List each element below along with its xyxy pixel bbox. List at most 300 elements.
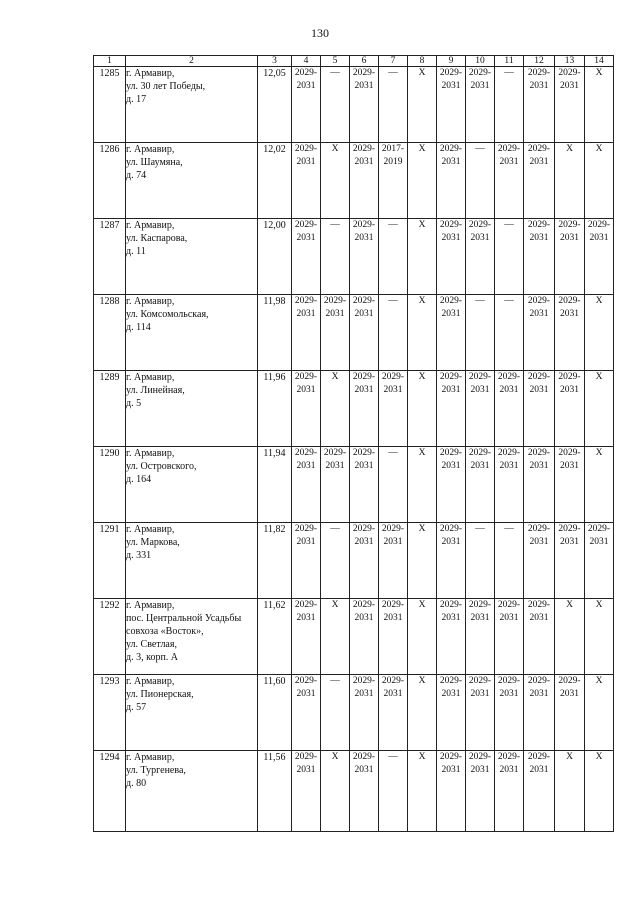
period-cell [292, 371, 321, 447]
period-line: 2029- [527, 448, 551, 458]
period-line: — [475, 524, 485, 534]
period-cell [292, 599, 321, 675]
period-cell [437, 67, 466, 143]
period-cell [350, 295, 379, 371]
period-line: 2029- [294, 676, 318, 686]
period-line: 2029- [497, 752, 521, 762]
period-cell [321, 447, 350, 523]
period-line: X [331, 144, 339, 154]
period-cell [321, 751, 350, 832]
period-line: 2029- [352, 220, 376, 230]
address-line: г. Армавир, [126, 68, 175, 79]
header-row [94, 56, 614, 67]
period-line: 2031 [296, 157, 316, 167]
period-cell [466, 143, 495, 219]
period-line: 2031 [296, 765, 316, 775]
period-line: — [388, 752, 398, 762]
address-cell [126, 219, 258, 295]
period-line: 2029- [527, 372, 551, 382]
period-cell [321, 67, 350, 143]
period-line: 2029- [439, 68, 463, 78]
period-cell [524, 67, 555, 143]
period-cell [524, 599, 555, 675]
area-cell: 11,62 [258, 599, 292, 675]
period-line: X [418, 372, 426, 382]
row-number-cell: 1292 [94, 599, 126, 675]
header-cell: 8 [408, 56, 437, 67]
table-row [94, 219, 614, 295]
period-cell [292, 675, 321, 751]
period-line: — [475, 296, 485, 306]
period-line: 2029- [497, 372, 521, 382]
period-cell [437, 371, 466, 447]
period-line: — [330, 676, 340, 686]
period-line: 2029- [352, 448, 376, 458]
period-line: X [595, 144, 603, 154]
table-row [94, 371, 614, 447]
period-cell [437, 447, 466, 523]
address-line: д. 57 [126, 702, 147, 713]
period-line: 2029- [294, 524, 318, 534]
period-line: 2029- [352, 296, 376, 306]
period-line: — [388, 220, 398, 230]
period-cell [379, 143, 408, 219]
period-line: 2031 [560, 385, 579, 395]
period-cell [350, 523, 379, 599]
header-cell: 13 [555, 56, 585, 67]
period-cell [495, 219, 524, 295]
period-line: 2031 [499, 765, 519, 775]
period-cell [495, 371, 524, 447]
period-line: 2029- [352, 676, 376, 686]
period-line: 2031 [441, 689, 461, 699]
period-cell [321, 675, 350, 751]
period-line: X [331, 752, 339, 762]
address-cell [126, 371, 258, 447]
address-line: д. 164 [126, 474, 152, 485]
period-cell [379, 751, 408, 832]
period-line: 2029- [294, 296, 318, 306]
period-line: — [475, 144, 485, 154]
period-line: X [418, 448, 426, 458]
address-line: д. 80 [126, 778, 147, 789]
period-line: 2029- [558, 372, 581, 382]
address-line: д. 11 [126, 246, 146, 257]
period-cell [408, 599, 437, 675]
area-cell: 12,00 [258, 219, 292, 295]
period-cell [495, 751, 524, 832]
period-line: — [330, 68, 340, 78]
period-line: 2031 [296, 689, 316, 699]
address-line: ул. Светлая, [126, 639, 177, 650]
period-cell [524, 371, 555, 447]
address-cell [126, 295, 258, 371]
period-line: 2029- [468, 68, 492, 78]
address-line: г. Армавир, [126, 448, 175, 459]
period-line: X [418, 676, 426, 686]
period-line: X [418, 220, 426, 230]
period-cell [466, 751, 495, 832]
area-cell: 11,56 [258, 751, 292, 832]
period-line: 2029- [439, 144, 463, 154]
period-line: 2029- [439, 220, 463, 230]
period-line: 2031 [296, 385, 316, 395]
period-line: 2029- [439, 296, 463, 306]
period-line: — [504, 220, 514, 230]
period-cell [585, 599, 614, 675]
address-line: совхоза «Восток», [126, 626, 204, 637]
period-line: 2031 [296, 309, 316, 319]
period-line: X [418, 296, 426, 306]
period-line: 2031 [354, 765, 374, 775]
period-line: X [595, 448, 603, 458]
period-cell [495, 295, 524, 371]
period-cell [350, 67, 379, 143]
area-cell: 11,82 [258, 523, 292, 599]
header-cell: 9 [437, 56, 466, 67]
period-line: 2031 [470, 461, 490, 471]
period-cell [524, 295, 555, 371]
period-line: 2029- [527, 524, 551, 534]
period-line: X [566, 752, 573, 762]
address-line: д. 5 [126, 398, 142, 409]
period-cell [524, 523, 555, 599]
period-line: 2029- [323, 296, 347, 306]
address-line: ул. Маркова, [126, 537, 180, 548]
area-cell: 11,96 [258, 371, 292, 447]
period-line: 2029- [468, 752, 492, 762]
period-line: 2031 [441, 309, 461, 319]
period-line: 2031 [354, 157, 374, 167]
address-line: ул. Тургенева, [126, 765, 186, 776]
address-line: ул. Каспарова, [126, 233, 188, 244]
period-line: X [418, 144, 426, 154]
period-cell [437, 751, 466, 832]
area-cell: 11,60 [258, 675, 292, 751]
period-cell [321, 143, 350, 219]
period-cell [466, 447, 495, 523]
address-line: г. Армавир, [126, 144, 175, 155]
period-line: 2029- [527, 68, 551, 78]
period-line: 2031 [354, 233, 374, 243]
period-line: 2029- [527, 220, 551, 230]
period-line: 2031 [325, 309, 345, 319]
table-row [94, 599, 614, 675]
period-line: 2029- [558, 448, 581, 458]
address-line: г. Армавир, [126, 220, 175, 231]
period-cell [321, 523, 350, 599]
period-cell [379, 67, 408, 143]
period-cell [350, 751, 379, 832]
table-row [94, 751, 614, 832]
period-line: 2031 [441, 233, 461, 243]
period-cell [292, 447, 321, 523]
area-cell: 11,98 [258, 295, 292, 371]
period-cell [379, 371, 408, 447]
address-cell [126, 67, 258, 143]
address-cell [126, 751, 258, 832]
period-cell [585, 751, 614, 832]
row-number-cell: 1294 [94, 751, 126, 832]
address-line: д. 331 [126, 550, 152, 561]
period-cell [555, 219, 585, 295]
period-line: X [418, 600, 426, 610]
period-cell [466, 523, 495, 599]
period-cell [585, 523, 614, 599]
period-cell [408, 675, 437, 751]
period-line: 2031 [296, 613, 316, 623]
row-number-cell: 1291 [94, 523, 126, 599]
period-line: 2029- [439, 372, 463, 382]
period-cell [466, 675, 495, 751]
period-line: 2031 [354, 689, 374, 699]
period-line: 2031 [470, 765, 490, 775]
period-line: 2029- [527, 144, 551, 154]
period-cell [585, 295, 614, 371]
period-line: 2029- [381, 600, 405, 610]
period-cell [555, 447, 585, 523]
period-line: 2029- [439, 600, 463, 610]
address-line: д. 3, корп. А [126, 652, 179, 663]
period-line: 2029- [352, 600, 376, 610]
address-line: ул. Линейная, [126, 385, 185, 396]
period-cell [350, 447, 379, 523]
period-line: 2029- [439, 752, 463, 762]
period-line: — [330, 524, 340, 534]
period-line: 2031 [589, 537, 609, 547]
period-line: 2031 [560, 461, 579, 471]
period-line: X [595, 600, 603, 610]
period-line: 2031 [354, 385, 374, 395]
period-line: 2029- [558, 220, 581, 230]
table-row [94, 295, 614, 371]
period-line: 2031 [354, 81, 374, 91]
period-cell [292, 219, 321, 295]
period-line: 2031 [470, 385, 490, 395]
period-line: 2031 [499, 461, 519, 471]
address-line: пос. Центральной Усадьбы [126, 613, 242, 624]
period-line: 2031 [499, 613, 519, 623]
period-cell [292, 523, 321, 599]
period-line: 2031 [441, 765, 461, 775]
period-cell [437, 219, 466, 295]
address-line: г. Армавир, [126, 600, 175, 611]
period-cell [379, 523, 408, 599]
period-line: 2029- [497, 676, 521, 686]
address-cell [126, 523, 258, 599]
period-cell [437, 675, 466, 751]
header-cell: 1 [94, 56, 126, 67]
period-cell [495, 447, 524, 523]
period-line: 2029- [497, 448, 521, 458]
period-cell [350, 675, 379, 751]
period-cell [321, 295, 350, 371]
period-line: 2029- [558, 296, 581, 306]
period-line: X [595, 296, 603, 306]
period-line: 2031 [296, 81, 316, 91]
period-line: 2017- [381, 144, 405, 154]
period-cell [495, 675, 524, 751]
period-cell [555, 67, 585, 143]
period-line: 2029- [468, 448, 492, 458]
row-number-cell: 1293 [94, 675, 126, 751]
address-line: д. 74 [126, 170, 147, 181]
period-line: 2031 [529, 233, 549, 243]
period-cell [321, 599, 350, 675]
period-cell [379, 599, 408, 675]
row-number-cell: 1289 [94, 371, 126, 447]
period-cell [292, 295, 321, 371]
period-cell [350, 371, 379, 447]
period-cell [524, 143, 555, 219]
period-line: 2029- [294, 68, 318, 78]
period-cell [495, 599, 524, 675]
buildings-table [93, 55, 614, 832]
period-line: 2031 [441, 613, 461, 623]
period-cell [555, 371, 585, 447]
period-line: 2029- [381, 524, 405, 534]
header-cell: 12 [524, 56, 555, 67]
period-line: — [388, 448, 398, 458]
period-line: 2031 [470, 81, 490, 91]
period-cell [585, 143, 614, 219]
period-line: 2031 [529, 765, 549, 775]
period-line: 2029- [323, 448, 347, 458]
period-line: 2031 [296, 233, 316, 243]
address-line: г. Армавир, [126, 296, 175, 307]
period-cell [585, 447, 614, 523]
period-cell [408, 371, 437, 447]
table-row [94, 523, 614, 599]
period-line: X [595, 372, 603, 382]
period-line: 2031 [499, 689, 519, 699]
address-line: ул. Пионерская, [126, 689, 194, 700]
period-line: X [418, 524, 426, 534]
period-cell [292, 67, 321, 143]
period-line: 2029- [468, 220, 492, 230]
period-line: 2031 [560, 233, 579, 243]
period-cell [292, 143, 321, 219]
period-line: 2029- [468, 600, 492, 610]
period-cell [321, 371, 350, 447]
period-line: 2029- [352, 68, 376, 78]
period-line: 2031 [470, 689, 490, 699]
period-cell [379, 675, 408, 751]
period-cell [495, 143, 524, 219]
period-line: 2031 [296, 537, 316, 547]
period-cell [495, 523, 524, 599]
period-line: 2031 [560, 309, 579, 319]
period-cell [585, 371, 614, 447]
header-cell: 2 [126, 56, 258, 67]
period-line: 2031 [560, 689, 579, 699]
period-line: 2029- [558, 524, 581, 534]
period-cell [379, 295, 408, 371]
period-line: 2029- [294, 220, 318, 230]
period-line: 2031 [325, 461, 345, 471]
period-line: 2031 [383, 689, 403, 699]
address-line: ул. Островского, [126, 461, 197, 472]
header-cell: 7 [379, 56, 408, 67]
period-cell [379, 219, 408, 295]
period-cell [408, 751, 437, 832]
period-line: 2031 [383, 613, 403, 623]
row-number-cell: 1285 [94, 67, 126, 143]
period-line: X [595, 68, 603, 78]
period-line: X [418, 752, 426, 762]
row-number-cell: 1286 [94, 143, 126, 219]
area-cell: 12,02 [258, 143, 292, 219]
period-cell [408, 67, 437, 143]
period-cell [350, 143, 379, 219]
period-line: X [595, 752, 603, 762]
period-cell [555, 599, 585, 675]
period-cell [437, 599, 466, 675]
header-cell: 14 [585, 56, 614, 67]
table-row [94, 447, 614, 523]
period-cell [585, 67, 614, 143]
table-row [94, 67, 614, 143]
address-cell [126, 143, 258, 219]
period-line: 2031 [529, 81, 549, 91]
header-cell: 5 [321, 56, 350, 67]
table-row [94, 143, 614, 219]
period-line: 2031 [441, 537, 461, 547]
period-cell [555, 751, 585, 832]
period-line: 2029- [294, 144, 318, 154]
period-cell [466, 219, 495, 295]
row-number-cell: 1290 [94, 447, 126, 523]
address-line: г. Армавир, [126, 372, 175, 383]
period-cell [555, 295, 585, 371]
period-line: X [566, 600, 573, 610]
table-row [94, 675, 614, 751]
period-line: 2029- [381, 372, 405, 382]
address-line: ул. Шаумяна, [126, 157, 183, 168]
period-line: 2031 [441, 81, 461, 91]
row-number-cell: 1287 [94, 219, 126, 295]
table-body [94, 56, 614, 832]
period-line: 2029- [497, 144, 521, 154]
period-line: 2031 [529, 309, 549, 319]
period-line: 2029- [527, 600, 551, 610]
period-cell [466, 599, 495, 675]
period-line: 2029- [352, 752, 376, 762]
period-line: 2031 [441, 385, 461, 395]
period-line: 2031 [383, 537, 403, 547]
address-line: д. 114 [126, 322, 151, 333]
period-cell [524, 675, 555, 751]
period-line: 2029- [352, 372, 376, 382]
period-cell [437, 523, 466, 599]
period-line: — [388, 296, 398, 306]
period-line: 2031 [499, 385, 519, 395]
area-cell: 12,05 [258, 67, 292, 143]
period-cell [466, 371, 495, 447]
header-cell: 11 [495, 56, 524, 67]
period-line: X [595, 676, 603, 686]
period-cell [292, 751, 321, 832]
period-line: 2031 [529, 537, 549, 547]
period-line: 2031 [589, 233, 609, 243]
period-line: 2029- [294, 372, 318, 382]
period-line: 2031 [354, 537, 374, 547]
period-line: 2029- [468, 676, 492, 686]
period-cell [495, 67, 524, 143]
period-line: X [566, 144, 573, 154]
period-line: 2019 [383, 157, 403, 167]
period-line: 2031 [470, 233, 490, 243]
